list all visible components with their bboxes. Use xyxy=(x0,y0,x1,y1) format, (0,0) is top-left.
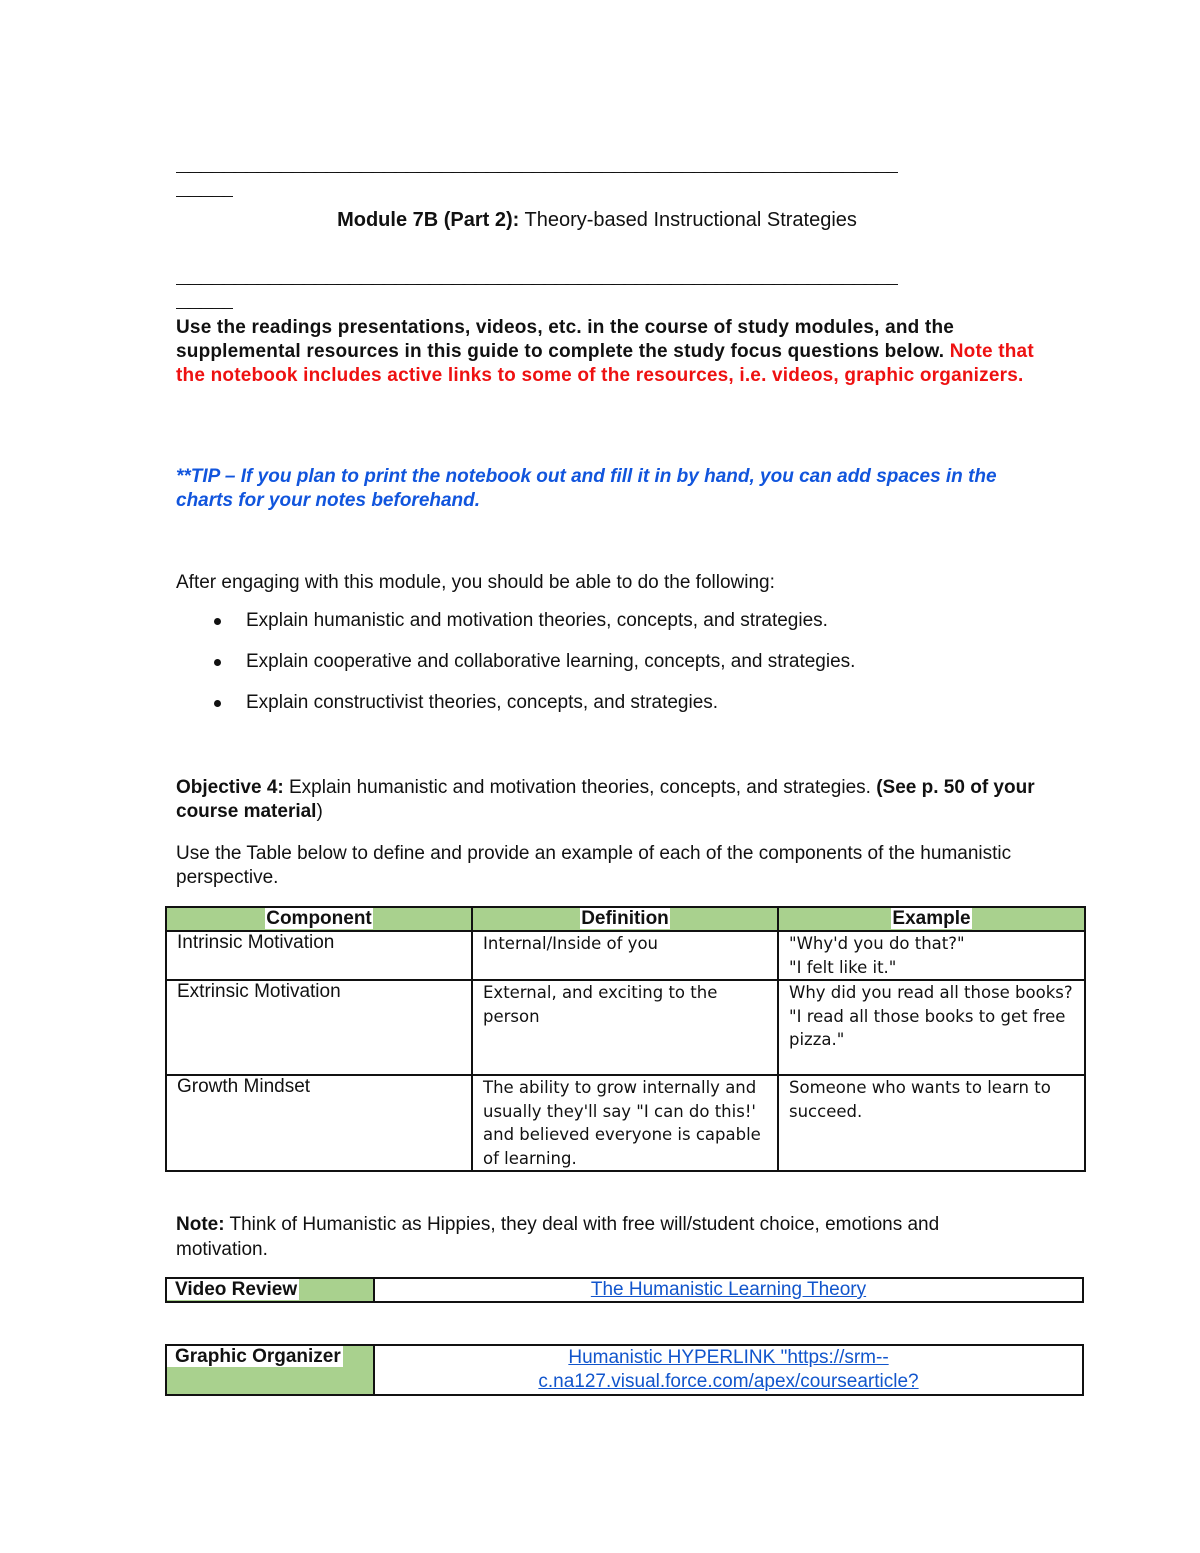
example-line: Why did you read all those books? xyxy=(789,983,1073,1002)
component-cell[interactable]: Extrinsic Motivation xyxy=(166,980,472,1075)
note-paragraph xyxy=(176,1212,1036,1262)
objective-4-label: Objective 4: xyxy=(176,777,284,798)
objective-4-text: Explain humanistic and motivation theories, concepts, and strategies. xyxy=(283,777,877,798)
objective-item: Explain humanistic and motivation theories, concepts, and strategies. xyxy=(176,609,855,650)
table-row xyxy=(166,931,1085,980)
objective-4-reference: (See p. 50 of your course material xyxy=(176,777,1035,822)
note-text: Think of Humanistic as Hippies, they deal with free will/student choice, emotions and motivation. xyxy=(176,1214,940,1260)
example-line: "Why'd you do that?" xyxy=(789,934,965,953)
graphic-organizer-table xyxy=(165,1344,1084,1396)
objective-item: Explain constructivist theories, concepts, and strategies. xyxy=(176,691,855,732)
intro-bold-text: Use the readings presentations, videos, etc. in the course of study modules, and the supplemental resources in this guide to complete the study focus questions below. xyxy=(176,317,955,362)
example-cell[interactable] xyxy=(778,1075,1085,1171)
example-line: Someone who wants to learn to succeed. xyxy=(789,1078,1051,1121)
header-definition: Definition xyxy=(472,907,778,931)
separator-line: _______________________________________________________________ xyxy=(176,148,898,174)
separator-line-tail: _____ xyxy=(176,284,234,310)
graphic-organizer-label: Graphic Organizer xyxy=(166,1345,374,1395)
humanistic-components-table xyxy=(165,906,1086,1172)
graphic-organizer-cell xyxy=(374,1345,1083,1395)
intro-paragraph xyxy=(176,316,1036,388)
module-label: Module 7B (Part 2): xyxy=(337,209,520,231)
component-cell[interactable]: Growth Mindset xyxy=(166,1075,472,1171)
graphic-organizer-link-cont[interactable]: c.na127.visual.force.com/apex/coursearticle? xyxy=(538,1371,919,1392)
video-review-label: Video Review xyxy=(166,1278,374,1302)
module-topic: Theory-based Instructional Strategies xyxy=(519,209,857,231)
component-cell[interactable]: Intrinsic Motivation xyxy=(166,931,472,980)
example-cell[interactable] xyxy=(778,980,1085,1075)
definition-cell[interactable]: The ability to grow internally and usually they'll say "I can do this!' and believed everyone is capable of learning. xyxy=(472,1075,778,1171)
tip-paragraph: **TIP – If you plan to print the notebook out and fill it in by hand, you can add spaces in the charts for your notes beforehand. xyxy=(176,466,997,511)
definition-cell[interactable]: Internal/Inside of you xyxy=(472,931,778,980)
video-review-table xyxy=(165,1277,1084,1303)
example-line: "I read all those books to get free pizza." xyxy=(789,1006,1066,1049)
objective-item: Explain cooperative and collaborative learning, concepts, and strategies. xyxy=(176,650,855,691)
example-line: "I felt like it." xyxy=(789,957,897,977)
objective-4-close: ) xyxy=(316,801,323,822)
table-header-row xyxy=(166,907,1085,931)
graphic-organizer-link[interactable]: Humanistic HYPERLINK "https://srm-- xyxy=(568,1347,889,1368)
objective-4 xyxy=(176,776,1036,824)
separator-line: _______________________________________________________________ xyxy=(176,260,898,286)
objectives-list xyxy=(176,609,855,732)
video-review-cell xyxy=(374,1278,1083,1302)
example-cell[interactable] xyxy=(778,931,1085,980)
intro-red-note: Note that the notebook includes active links to some of the resources, i.e. videos, graphic organizers. xyxy=(176,341,1034,386)
table-row xyxy=(166,980,1085,1075)
header-example: Example xyxy=(778,907,1085,931)
objectives-intro: After engaging with this module, you should be able to do the following: xyxy=(176,572,775,593)
header-component: Component xyxy=(166,907,472,931)
page-title xyxy=(0,209,1194,232)
definition-cell[interactable]: External, and exciting to the person xyxy=(472,980,778,1075)
video-review-link[interactable]: The Humanistic Learning Theory xyxy=(590,1279,867,1300)
table-instructions: Use the Table below to define and provide an example of each of the components of the humanistic perspective. xyxy=(176,843,1012,888)
note-label: Note: xyxy=(176,1214,225,1235)
separator-line-tail: _____ xyxy=(176,172,234,198)
table-row xyxy=(166,1075,1085,1171)
